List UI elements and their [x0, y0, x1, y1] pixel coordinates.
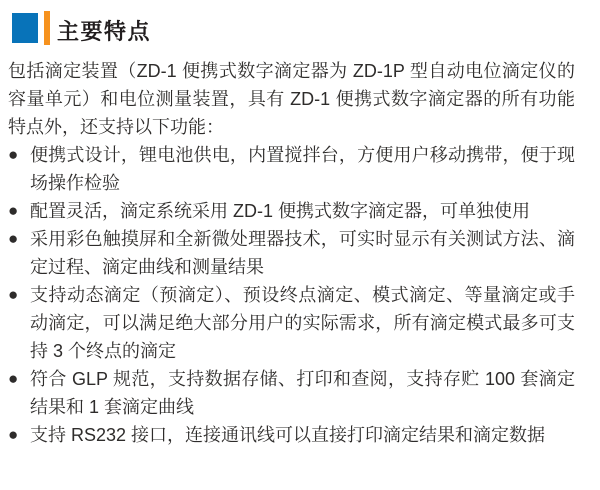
blue-square-icon: [12, 13, 38, 43]
list-item-text: 便携式设计，锂电池供电，内置搅拌台，方便用户移动携带，便于现场操作检验: [30, 145, 575, 193]
feature-list: [8, 141, 575, 449]
list-item-text: 支持 RS232 接口，连接通讯线可以直接打印滴定结果和滴定数据: [30, 425, 546, 445]
bullet-icon: ●: [8, 369, 19, 388]
bullet-icon: ●: [8, 201, 19, 220]
bullet-icon: ●: [8, 285, 19, 304]
bullet-icon: ●: [8, 425, 19, 444]
list-item-text: 支持动态滴定（预滴定）、预设终点滴定、模式滴定、等量滴定或手动滴定，可以满足绝大部分用户的实际需求，所有滴定模式最多可支持 3 个终点的滴定: [30, 285, 575, 361]
list-item: [8, 141, 575, 197]
intro-paragraph: 包括滴定装置（ZD-1 便携式数字滴定器为 ZD-1P 型自动电位滴定仪的容量单元）和电位测量装置，具有 ZD-1 便携式数字滴定器的所有功能特点外，还支持以下功能：: [8, 61, 575, 137]
list-item: [8, 365, 575, 421]
orange-bar-icon: [44, 11, 50, 45]
section-title: 主要特点: [57, 19, 152, 44]
list-item: [8, 281, 575, 365]
list-item: [8, 225, 575, 281]
bullet-icon: ●: [8, 145, 19, 164]
list-item: [8, 197, 575, 225]
bullet-icon: ●: [8, 229, 19, 248]
list-item-text: 采用彩色触摸屏和全新微处理器技术，可实时显示有关测试方法、滴定过程、滴定曲线和测量结果: [30, 229, 575, 277]
list-item-text: 配置灵活，滴定系统采用 ZD-1 便携式数字滴定器，可单独使用: [30, 201, 530, 221]
list-item: [8, 421, 575, 449]
list-item-text: 符合 GLP 规范，支持数据存储、打印和查阅，支持存贮 100 套滴定结果和 1 套滴定曲线: [30, 369, 575, 417]
content-block: [8, 57, 575, 449]
